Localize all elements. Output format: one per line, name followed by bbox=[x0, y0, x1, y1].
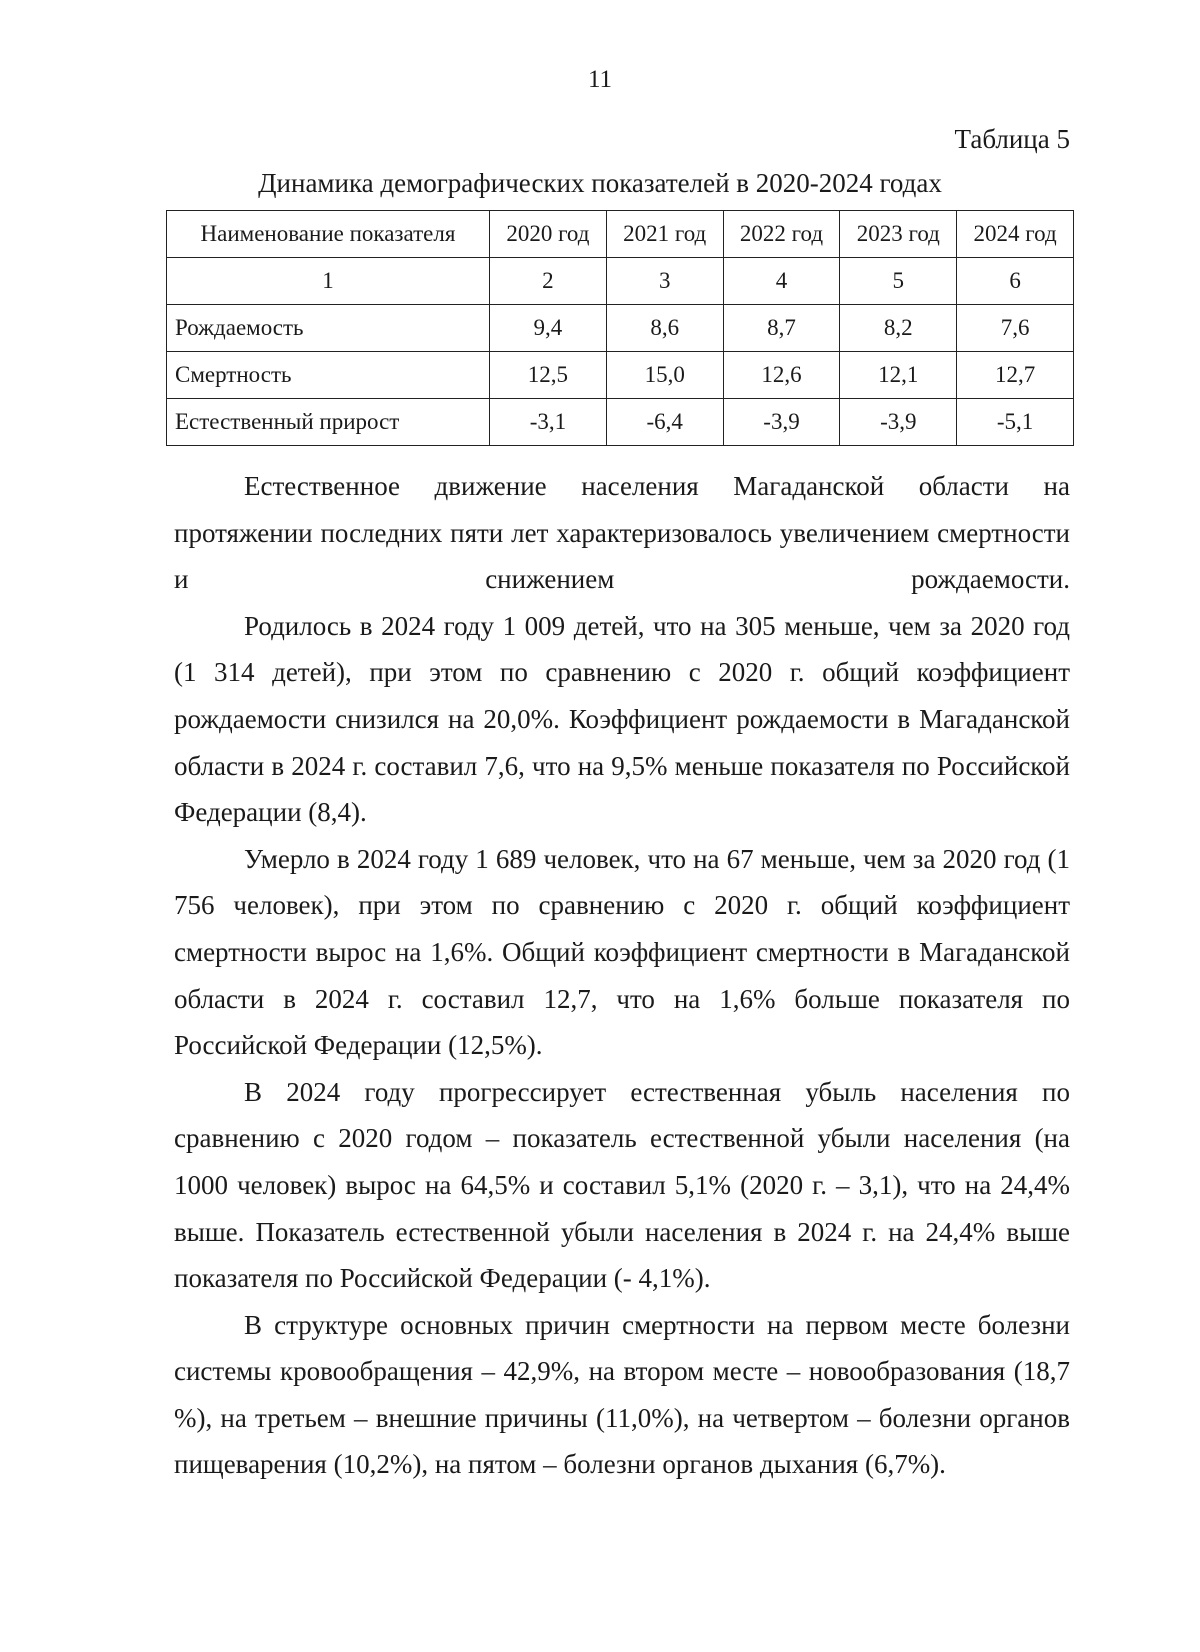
paragraph-natural-movement: Естественное движение населения Магаданской области на протяжении последних пяти лет характеризовалось увеличением смертности и снижением рождаемости. bbox=[174, 471, 1070, 595]
paragraph-natural-decline: В 2024 году прогрессирует естественная убыль населения по сравнению с 2020 годом – показатель естественной убыли населения (на 1000 человек) вырос на 64,5% и составил 5,1% (2020 г. – 3,1), что на 24,4% выше. Показатель естественной убыли населения в 2024 г. на 24,4% выше показателя по Российской Федерации (- 4,1%). bbox=[174, 1076, 1070, 1294]
table-cell: 12,7 bbox=[957, 352, 1074, 399]
header-year-2022: 2022 год bbox=[723, 211, 840, 258]
column-number: 1 bbox=[167, 258, 490, 305]
table-cell: 8,6 bbox=[606, 305, 723, 352]
column-number: 2 bbox=[490, 258, 607, 305]
demographics-table bbox=[166, 210, 1074, 446]
paragraph-births: Родилось в 2024 году 1 009 детей, что на 305 меньше, чем за 2020 год (1 314 детей), при этом по сравнению с 2020 г. общий коэффициент рождаемости снизился на 20,0%. Коэффициент рождаемости в Магаданской области в 2024 г. составил 7,6, что на 9,5% меньше показателя по Российской Федерации (8,4). bbox=[174, 610, 1070, 828]
column-number: 4 bbox=[723, 258, 840, 305]
body-text bbox=[174, 463, 1070, 1488]
column-number: 3 bbox=[606, 258, 723, 305]
table-header-row bbox=[167, 211, 1074, 258]
table-row-natural-growth bbox=[167, 399, 1074, 446]
table-row-mortality bbox=[167, 352, 1074, 399]
table-cell: -3,9 bbox=[723, 399, 840, 446]
table-cell: 12,6 bbox=[723, 352, 840, 399]
column-number: 5 bbox=[840, 258, 957, 305]
table-cell: 8,7 bbox=[723, 305, 840, 352]
table-title: Динамика демографических показателей в 2020-2024 годах bbox=[258, 168, 942, 198]
table-cell: 7,6 bbox=[957, 305, 1074, 352]
page-number: 11 bbox=[587, 66, 613, 93]
table-cell: 15,0 bbox=[606, 352, 723, 399]
header-year-2020: 2020 год bbox=[490, 211, 607, 258]
header-year-2021: 2021 год bbox=[606, 211, 723, 258]
table-cell: -6,4 bbox=[606, 399, 723, 446]
column-number-row bbox=[167, 258, 1074, 305]
table-cell: -5,1 bbox=[957, 399, 1074, 446]
table-label: Таблица 5 bbox=[954, 124, 1070, 154]
paragraph-death-causes: В структуре основных причин смертности на первом месте болезни системы кровообращения – 42,9%, на втором месте – новообразования (18,7 %), на третьем – внешние причины (11,0%), на четвертом – болезни органов пищеварения (10,2%), на пятом – болезни органов дыхания (6,7%). bbox=[174, 1309, 1070, 1480]
row-label: Смертность bbox=[167, 352, 490, 399]
row-label: Рождаемость bbox=[167, 305, 490, 352]
table-row-birth-rate bbox=[167, 305, 1074, 352]
table-cell: 12,5 bbox=[490, 352, 607, 399]
table-cell: 8,2 bbox=[840, 305, 957, 352]
header-indicator-name: Наименование показателя bbox=[167, 211, 490, 258]
header-year-2024: 2024 год bbox=[957, 211, 1074, 258]
row-label: Естественный прирост bbox=[167, 399, 490, 446]
paragraph-deaths: Умерло в 2024 году 1 689 человек, что на 67 меньше, чем за 2020 год (1 756 человек), при этом по сравнению с 2020 г. общий коэффициент смертности вырос на 1,6%. Общий коэффициент смертности в Магаданской области в 2024 г. составил 12,7, что на 1,6% больше показателя по Российской Федерации (12,5%). bbox=[174, 843, 1070, 1061]
table-cell: 9,4 bbox=[490, 305, 607, 352]
table-cell: -3,9 bbox=[840, 399, 957, 446]
table-cell: -3,1 bbox=[490, 399, 607, 446]
header-year-2023: 2023 год bbox=[840, 211, 957, 258]
table-cell: 12,1 bbox=[840, 352, 957, 399]
column-number: 6 bbox=[957, 258, 1074, 305]
